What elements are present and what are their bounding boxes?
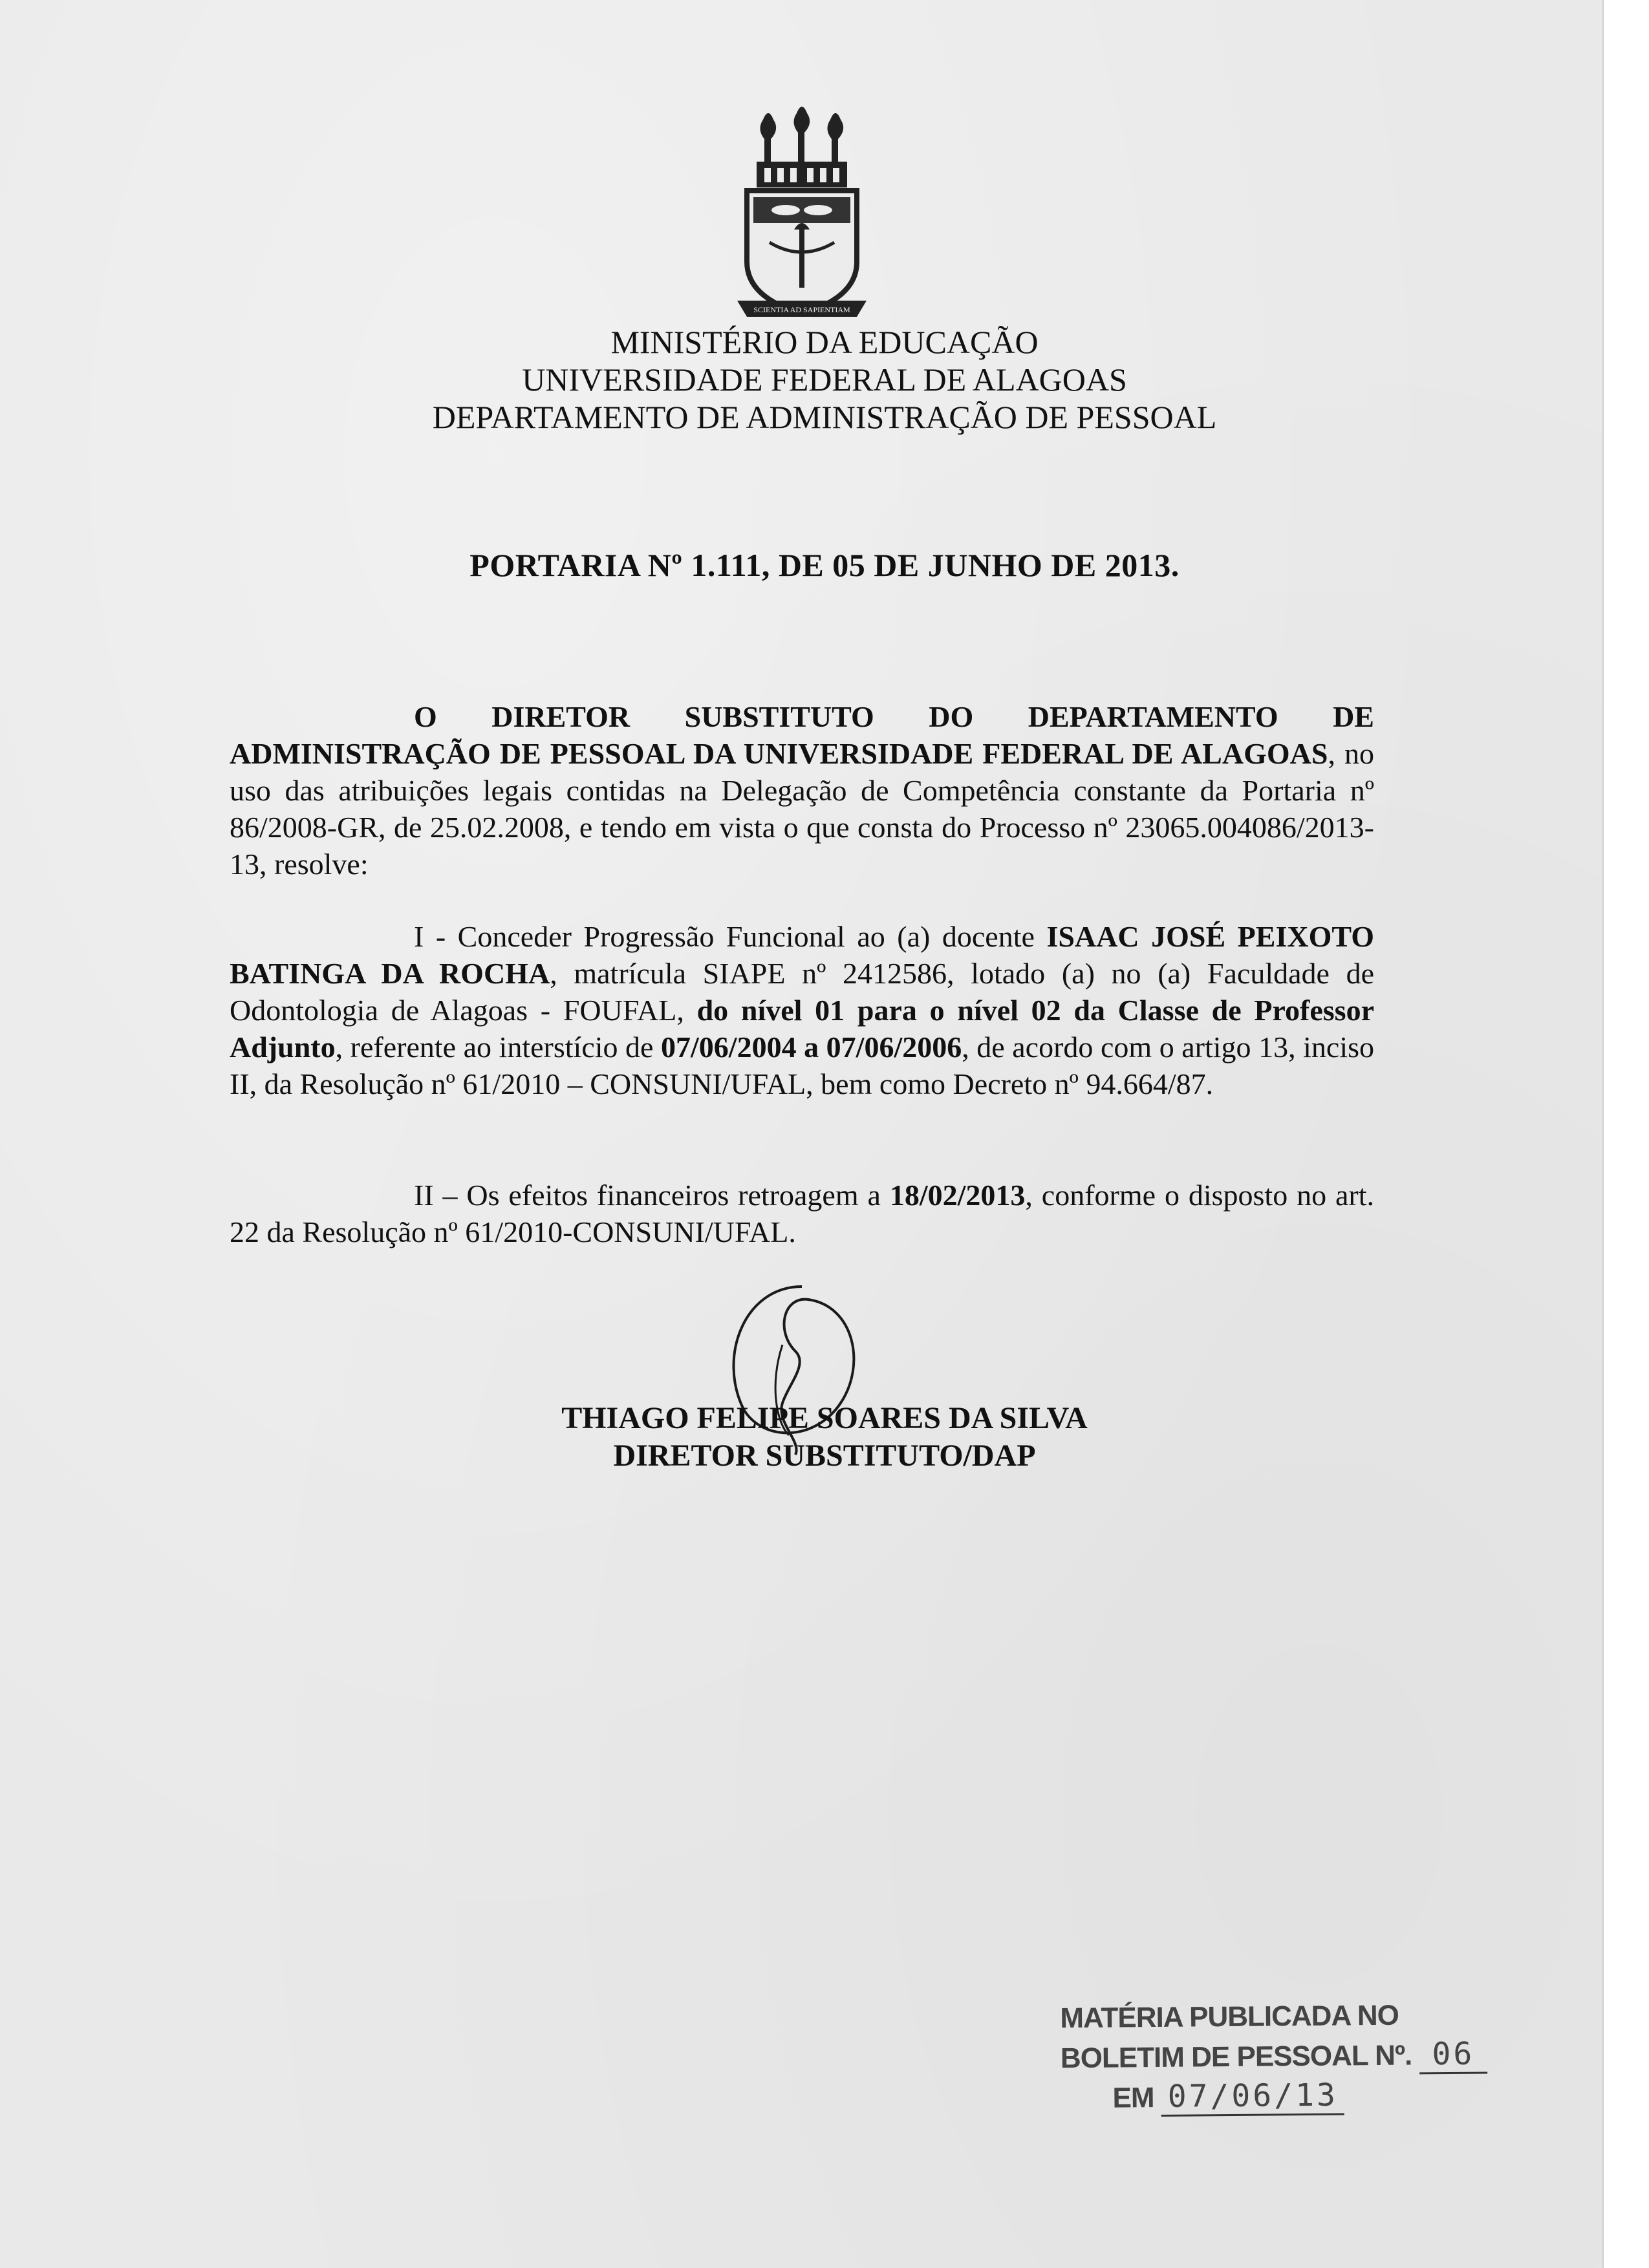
article2-text-b: , conforme o disposto no art. 22 da Resolução nº 61/2010-CONSUNI/UFAL. [230,1179,1374,1248]
docente-name: ISAAC JOSÉ PEIXOTO BATINGA DA ROCHA [230,920,1374,990]
interstice-period: 07/06/2004 a 07/06/2006 [661,1031,962,1064]
portaria-title: PORTARIA Nº 1.111, DE 05 DE JUNHO DE 2013. [469,547,1180,583]
stamp-date-label: EM [1112,2082,1154,2114]
paragraph-article-2 [230,1177,1374,1250]
article1-text-b: , matrícula SIAPE nº 2412586, lotado (a) no (a) Faculdade de Odontologia de Alagoas - FOUFAL, [230,957,1374,1027]
svg-text:SCIENTIA AD SAPIENTIAM: SCIENTIA AD SAPIENTIAM [753,305,850,314]
publication-stamp [1060,1996,1475,2129]
stamp-line-2 [1060,2035,1475,2079]
article2-text-a: II – Os efeitos financeiros retroagem a [414,1179,890,1212]
stamp-bulletin-number: 06 [1419,2036,1487,2075]
signatory-name: THIAGO FELIPE SOARES DA SILVA [561,1401,1088,1435]
stamp-date-value: 07/06/13 [1161,2077,1344,2116]
institution-header [0,323,1649,436]
article1-text-c: , referente ao interstício de [335,1031,662,1064]
signatory-title: DIRETOR SUBSTITUTO/DAP [613,1439,1036,1473]
university-line: UNIVERSIDADE FEDERAL DE ALAGOAS [522,361,1127,398]
signatory-block [0,1400,1649,1475]
paragraph-preamble [230,698,1374,883]
department-line: DEPARTAMENTO DE ADMINISTRAÇÃO DE PESSOAL [432,399,1217,435]
paragraph-article-1 [230,918,1374,1102]
article1-text-d: , de acordo com o artigo 13, inciso II, da Resolução nº 61/2010 – CONSUNI/UFAL, bem como Decreto nº 94.664/87. [230,1031,1374,1100]
ministry-line: MINISTÉRIO DA EDUCAÇÃO [610,324,1039,360]
article1-text-a: I - Conceder Progressão Funcional ao (a) docente [414,920,1047,953]
preamble-authority: O DIRETOR SUBSTITUTO DO DEPARTAMENTO DE ADMINISTRAÇÃO DE PESSOAL DA UNIVERSIDADE FEDERAL DE ALAGOAS [230,700,1374,770]
ufal-crest-icon [737,107,867,326]
stamp-line-3 [1061,2075,1397,2119]
stamp-line-1: MATÉRIA PUBLICADA NO [1060,1999,1399,2035]
level-change: do nível 01 para o nível 02 da Classe de Professor Adjunto [230,994,1374,1064]
stamp-bulletin-label: BOLETIM DE PESSOAL Nº. [1060,2039,1412,2075]
preamble-text: , no uso das atribuições legais contidas na Delegação de Competência constante da Portaria nº 86/2008-GR, de 25.02.2008, e tendo em vista o que consta do Processo nº 23065.004086/2013-13, resolve: [230,737,1374,881]
retroactive-date: 18/02/2013 [889,1179,1026,1212]
